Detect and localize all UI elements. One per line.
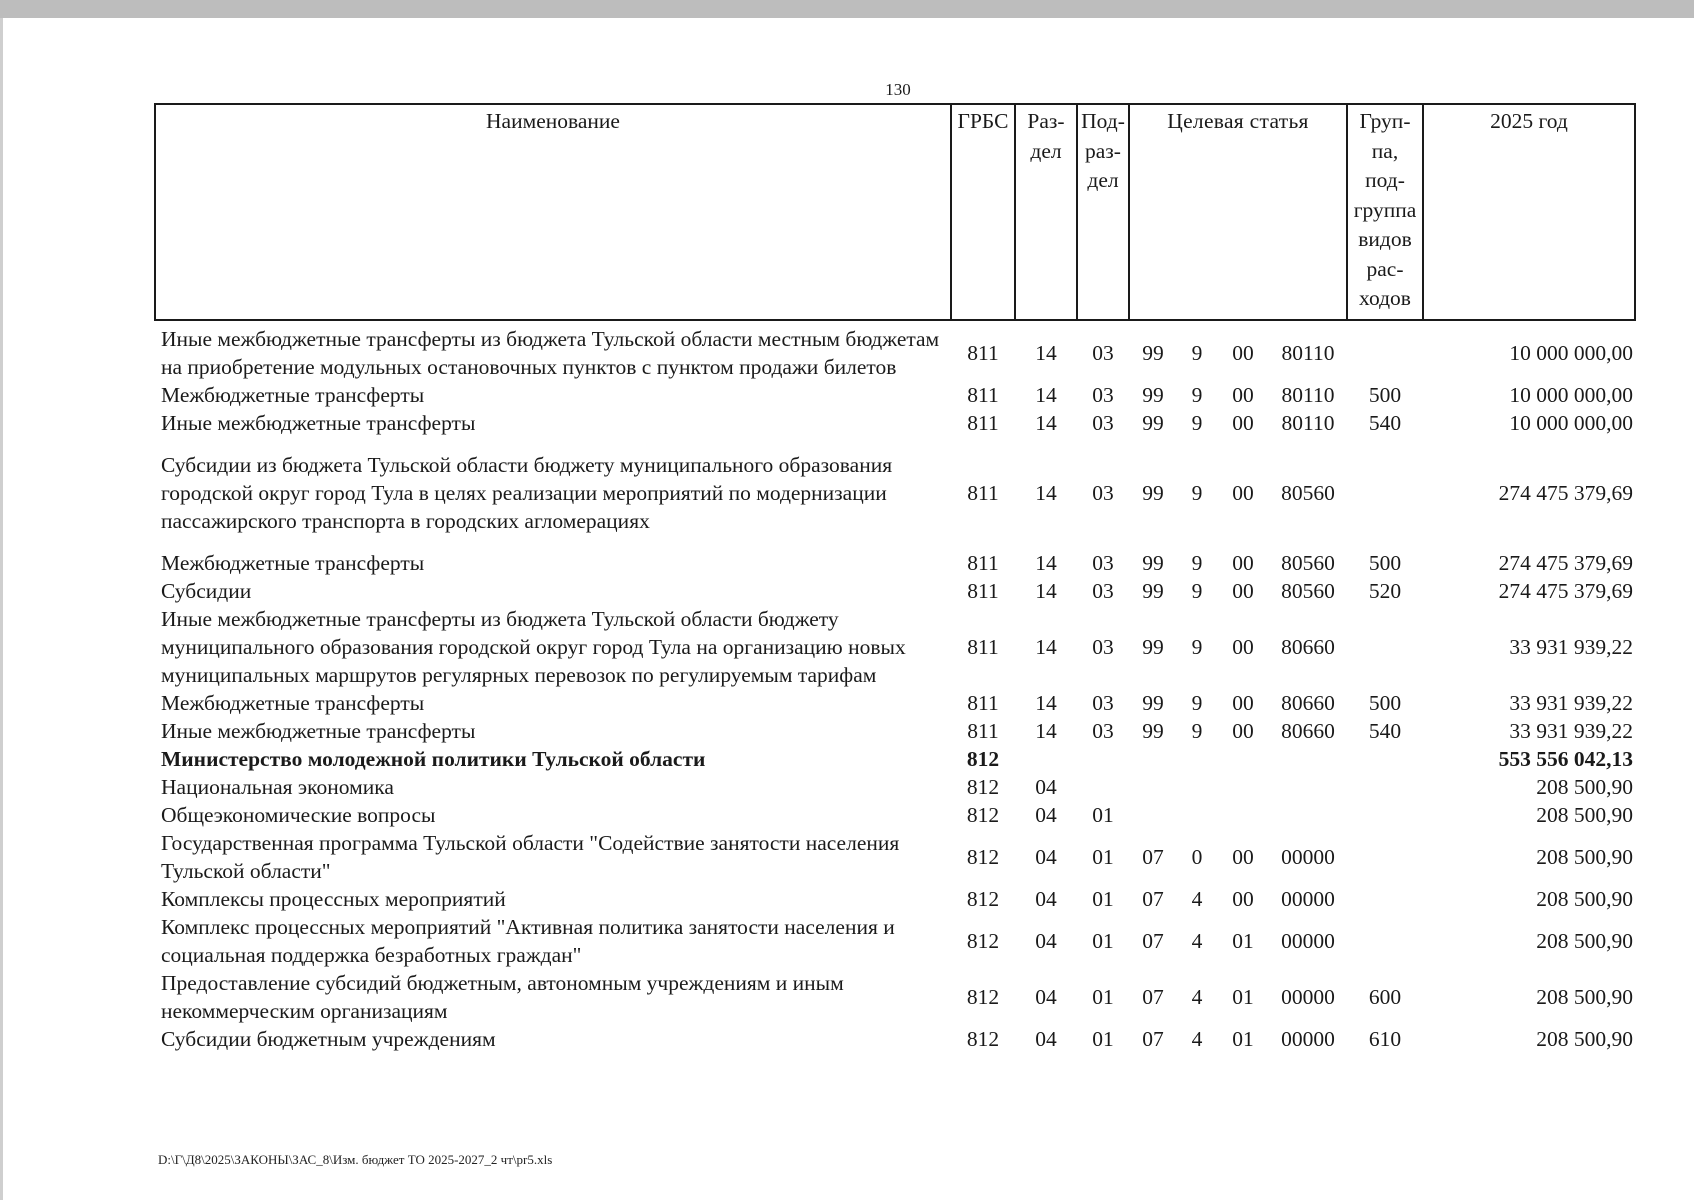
cell-name: Предоставление субсидий бюджетным, автономным учреждениям и иным некоммерческим организациям <box>161 971 844 1023</box>
cell-amount: 33 931 939,22 <box>1509 635 1633 659</box>
cell-podrazdel: 03 <box>1092 383 1114 407</box>
cell-amount: 10 000 000,00 <box>1509 341 1633 365</box>
cell-podrazdel: 01 <box>1092 887 1114 911</box>
table-row <box>155 437 1635 549</box>
table-row <box>155 549 1635 577</box>
cell-amount: 33 931 939,22 <box>1509 691 1633 715</box>
table-row <box>155 717 1635 745</box>
cell-target-subprogram: 9 <box>1191 579 1203 603</box>
cell-expense-group <box>1347 773 1423 801</box>
header-razdel: Раз-дел <box>1015 104 1077 320</box>
cell-target-subprogram: 9 <box>1191 383 1203 407</box>
cell-podrazdel: 03 <box>1092 635 1114 659</box>
cell-razdel: 14 <box>1035 411 1057 435</box>
cell-target-subprogram <box>1177 801 1217 829</box>
cell-razdel: 04 <box>1035 1027 1057 1051</box>
cell-target-code: 80560 <box>1281 551 1335 575</box>
cell-grbs: 811 <box>967 635 999 659</box>
cell-expense-group: 600 <box>1368 985 1402 1009</box>
cell-podrazdel <box>1077 745 1129 773</box>
cell-target-code: 80660 <box>1281 719 1335 743</box>
cell-target-program: 99 <box>1142 341 1164 365</box>
cell-grbs: 811 <box>967 411 999 435</box>
cell-target-program: 99 <box>1142 579 1164 603</box>
cell-amount: 208 500,90 <box>1536 985 1633 1009</box>
cell-target-event: 01 <box>1232 1027 1254 1051</box>
cell-razdel: 14 <box>1035 551 1057 575</box>
cell-grbs: 812 <box>966 887 1000 911</box>
cell-razdel: 04 <box>1035 929 1057 953</box>
cell-razdel: 04 <box>1035 803 1057 827</box>
cell-expense-group: 610 <box>1368 1027 1402 1051</box>
cell-target-event: 00 <box>1232 383 1254 407</box>
cell-grbs: 811 <box>967 383 999 407</box>
cell-name: Комплексы процессных мероприятий <box>161 887 506 911</box>
cell-razdel: 14 <box>1035 719 1057 743</box>
cell-expense-group <box>1347 437 1423 549</box>
cell-expense-group <box>1347 885 1423 913</box>
cell-grbs: 811 <box>967 691 999 715</box>
cell-name: Иные межбюджетные трансферты из бюджета Тульской области бюджету муниципального образования городской округ город Тула на организацию новых муниципальных маршрутов регулярных перевозок по регулируемым тарифам <box>161 607 906 687</box>
cell-razdel: 14 <box>1035 341 1057 365</box>
cell-target-subprogram: 4 <box>1191 985 1203 1009</box>
cell-razdel: 14 <box>1035 383 1057 407</box>
scan-border-top <box>0 0 1694 18</box>
cell-podrazdel: 03 <box>1092 481 1114 505</box>
cell-target-program <box>1129 745 1177 773</box>
cell-grbs: 811 <box>967 551 999 575</box>
cell-target-subprogram: 9 <box>1191 719 1203 743</box>
cell-expense-group: 520 <box>1368 579 1402 603</box>
cell-name: Субсидии бюджетным учреждениям <box>161 1027 496 1051</box>
header-target: Целевая статья <box>1129 104 1347 320</box>
cell-target-event <box>1217 745 1269 773</box>
cell-amount: 208 500,90 <box>1536 803 1633 827</box>
cell-target-event: 00 <box>1232 887 1254 911</box>
cell-name: Иные межбюджетные трансферты <box>161 411 476 435</box>
cell-grbs: 812 <box>966 747 1000 771</box>
table-row <box>155 969 1635 1025</box>
cell-podrazdel: 01 <box>1092 1027 1114 1051</box>
cell-grbs: 811 <box>967 341 999 365</box>
cell-grbs: 811 <box>967 579 999 603</box>
table-row <box>155 913 1635 969</box>
header-group: Груп-па, под-группа видов рас-ходов <box>1347 104 1423 320</box>
cell-podrazdel <box>1077 773 1129 801</box>
cell-expense-group: 540 <box>1368 411 1402 435</box>
cell-razdel: 14 <box>1035 481 1057 505</box>
cell-target-event: 01 <box>1232 929 1254 953</box>
cell-target-subprogram: 9 <box>1191 341 1203 365</box>
cell-podrazdel: 03 <box>1092 719 1114 743</box>
cell-grbs: 811 <box>967 719 999 743</box>
cell-podrazdel: 03 <box>1092 341 1114 365</box>
cell-target-code <box>1269 773 1347 801</box>
cell-expense-group: 500 <box>1368 691 1402 715</box>
cell-target-program: 07 <box>1142 929 1164 953</box>
cell-amount: 10 000 000,00 <box>1509 411 1633 435</box>
header-name: Наименование <box>155 104 951 320</box>
cell-target-program: 99 <box>1142 411 1164 435</box>
cell-target-code: 80660 <box>1281 691 1335 715</box>
cell-target-subprogram: 4 <box>1191 887 1203 911</box>
cell-podrazdel: 03 <box>1092 579 1114 603</box>
cell-name: Государственная программа Тульской области "Содействие занятости населения Тульской области" <box>161 831 900 883</box>
cell-target-program: 99 <box>1142 691 1164 715</box>
cell-target-event: 00 <box>1232 551 1254 575</box>
table-body <box>155 320 1635 1053</box>
cell-amount: 274 475 379,69 <box>1498 579 1633 603</box>
cell-target-subprogram: 4 <box>1191 929 1203 953</box>
cell-target-subprogram: 4 <box>1191 1027 1203 1051</box>
cell-amount: 208 500,90 <box>1536 775 1633 799</box>
header-podrazdel: Под-раз-дел <box>1077 104 1129 320</box>
cell-target-program: 99 <box>1142 719 1164 743</box>
cell-expense-group <box>1347 913 1423 969</box>
cell-target-event: 01 <box>1232 985 1254 1009</box>
cell-name: Комплекс процессных мероприятий "Активная политика занятости населения и социальная поддержка безработных граждан" <box>161 915 895 967</box>
cell-grbs: 812 <box>966 775 1000 799</box>
table-row <box>155 381 1635 409</box>
table-row <box>155 409 1635 437</box>
cell-name: Общеэкономические вопросы <box>161 803 436 827</box>
cell-expense-group: 500 <box>1368 551 1402 575</box>
cell-razdel: 04 <box>1035 887 1057 911</box>
cell-grbs: 812 <box>966 1027 1000 1051</box>
table-row <box>155 801 1635 829</box>
cell-target-subprogram: 9 <box>1191 551 1203 575</box>
cell-razdel: 04 <box>1035 845 1057 869</box>
cell-target-program: 99 <box>1142 635 1164 659</box>
cell-target-event <box>1217 773 1269 801</box>
cell-name: Национальная экономика <box>161 775 394 799</box>
table-row <box>155 745 1635 773</box>
cell-target-subprogram <box>1177 773 1217 801</box>
cell-target-subprogram: 0 <box>1191 845 1203 869</box>
cell-name: Межбюджетные трансферты <box>161 551 425 575</box>
scan-border-left <box>0 18 3 1200</box>
cell-razdel: 04 <box>1035 775 1057 799</box>
cell-expense-group <box>1347 745 1423 773</box>
cell-target-program: 07 <box>1142 887 1164 911</box>
cell-target-event: 00 <box>1232 635 1254 659</box>
cell-razdel: 14 <box>1035 635 1057 659</box>
cell-amount: 208 500,90 <box>1536 887 1633 911</box>
table-row <box>155 773 1635 801</box>
cell-target-code: 80560 <box>1281 579 1335 603</box>
cell-podrazdel: 01 <box>1092 845 1114 869</box>
cell-target-code: 80660 <box>1281 635 1335 659</box>
cell-grbs: 811 <box>967 481 999 505</box>
cell-amount: 208 500,90 <box>1536 845 1633 869</box>
cell-name: Субсидии <box>161 579 252 603</box>
cell-target-subprogram: 9 <box>1191 691 1203 715</box>
cell-amount: 553 556 042,13 <box>1498 747 1633 771</box>
cell-target-event <box>1217 801 1269 829</box>
cell-target-code: 80560 <box>1281 481 1335 505</box>
cell-expense-group <box>1347 801 1423 829</box>
cell-target-event: 00 <box>1232 341 1254 365</box>
table-row <box>155 1025 1635 1053</box>
cell-target-code: 80110 <box>1281 383 1335 407</box>
cell-target-code: 80110 <box>1281 411 1335 435</box>
cell-expense-group: 500 <box>1368 383 1402 407</box>
cell-target-subprogram <box>1177 745 1217 773</box>
cell-grbs: 812 <box>966 929 1000 953</box>
header-year: 2025 год <box>1423 104 1635 320</box>
cell-amount: 208 500,90 <box>1536 929 1633 953</box>
table-row <box>155 320 1635 381</box>
cell-target-event: 00 <box>1232 691 1254 715</box>
table-row <box>155 829 1635 885</box>
table-row <box>155 577 1635 605</box>
cell-razdel <box>1015 745 1077 773</box>
cell-podrazdel: 03 <box>1092 691 1114 715</box>
cell-grbs: 812 <box>966 845 1000 869</box>
cell-podrazdel: 01 <box>1092 985 1114 1009</box>
cell-target-program: 99 <box>1142 481 1164 505</box>
cell-expense-group <box>1347 829 1423 885</box>
cell-podrazdel: 03 <box>1092 551 1114 575</box>
cell-target-program: 99 <box>1142 383 1164 407</box>
cell-grbs: 812 <box>966 803 1000 827</box>
header-grbs: ГРБС <box>951 104 1015 320</box>
cell-name: Субсидии из бюджета Тульской области бюджету муниципального образования городской округ город Тула в целях реализации мероприятий по модернизации пассажирского транспорта в городских агломерациях <box>161 453 893 533</box>
table-row <box>155 885 1635 913</box>
cell-target-event: 00 <box>1232 579 1254 603</box>
cell-target-program: 99 <box>1142 551 1164 575</box>
cell-target-event: 00 <box>1232 411 1254 435</box>
cell-amount: 208 500,90 <box>1536 1027 1633 1051</box>
cell-expense-group <box>1347 605 1423 689</box>
cell-name: Министерство молодежной политики Тульской области <box>161 747 706 771</box>
cell-name: Иные межбюджетные трансферты <box>161 719 476 743</box>
cell-target-code: 80110 <box>1281 341 1335 365</box>
cell-razdel: 04 <box>1035 985 1057 1009</box>
cell-name: Межбюджетные трансферты <box>161 383 425 407</box>
cell-podrazdel: 01 <box>1092 803 1114 827</box>
cell-amount: 274 475 379,69 <box>1498 551 1633 575</box>
cell-target-subprogram: 9 <box>1191 635 1203 659</box>
table-row <box>155 605 1635 689</box>
cell-grbs: 812 <box>966 985 1000 1009</box>
cell-name: Иные межбюджетные трансферты из бюджета Тульской области местным бюджетам на приобретение модульных остановочных пунктов с пунктом продажи билетов <box>161 327 940 379</box>
cell-amount: 33 931 939,22 <box>1509 719 1633 743</box>
cell-target-event: 00 <box>1232 481 1254 505</box>
cell-amount: 274 475 379,69 <box>1498 481 1633 505</box>
cell-target-event: 00 <box>1232 845 1254 869</box>
cell-target-code: 00000 <box>1281 845 1335 869</box>
header-row <box>155 104 1635 320</box>
footer-file-path: D:\Г\Д8\2025\ЗАКОНЫ\ЗАС_8\Изм. бюджет ТО 2025-2027_2 чт\pr5.xls <box>158 1152 553 1167</box>
cell-target-subprogram: 9 <box>1191 481 1203 505</box>
cell-amount: 10 000 000,00 <box>1509 383 1633 407</box>
cell-target-code: 00000 <box>1281 887 1335 911</box>
cell-target-program: 07 <box>1142 1027 1164 1051</box>
cell-target-program: 07 <box>1142 845 1164 869</box>
cell-podrazdel: 03 <box>1092 411 1114 435</box>
budget-table <box>154 103 1636 1053</box>
cell-target-code <box>1269 745 1347 773</box>
cell-target-code <box>1269 801 1347 829</box>
cell-target-code: 00000 <box>1281 1027 1335 1051</box>
cell-target-subprogram: 9 <box>1191 411 1203 435</box>
page-number: 130 <box>885 80 911 99</box>
cell-podrazdel: 01 <box>1092 929 1114 953</box>
cell-expense-group <box>1347 320 1423 381</box>
cell-target-code: 00000 <box>1281 985 1335 1009</box>
cell-target-program <box>1129 801 1177 829</box>
table-row <box>155 689 1635 717</box>
cell-name: Межбюджетные трансферты <box>161 691 425 715</box>
cell-target-program: 07 <box>1142 985 1164 1009</box>
cell-expense-group: 540 <box>1368 719 1402 743</box>
cell-razdel: 14 <box>1035 579 1057 603</box>
cell-target-event: 00 <box>1232 719 1254 743</box>
cell-razdel: 14 <box>1035 691 1057 715</box>
cell-target-code: 00000 <box>1281 929 1335 953</box>
cell-target-program <box>1129 773 1177 801</box>
